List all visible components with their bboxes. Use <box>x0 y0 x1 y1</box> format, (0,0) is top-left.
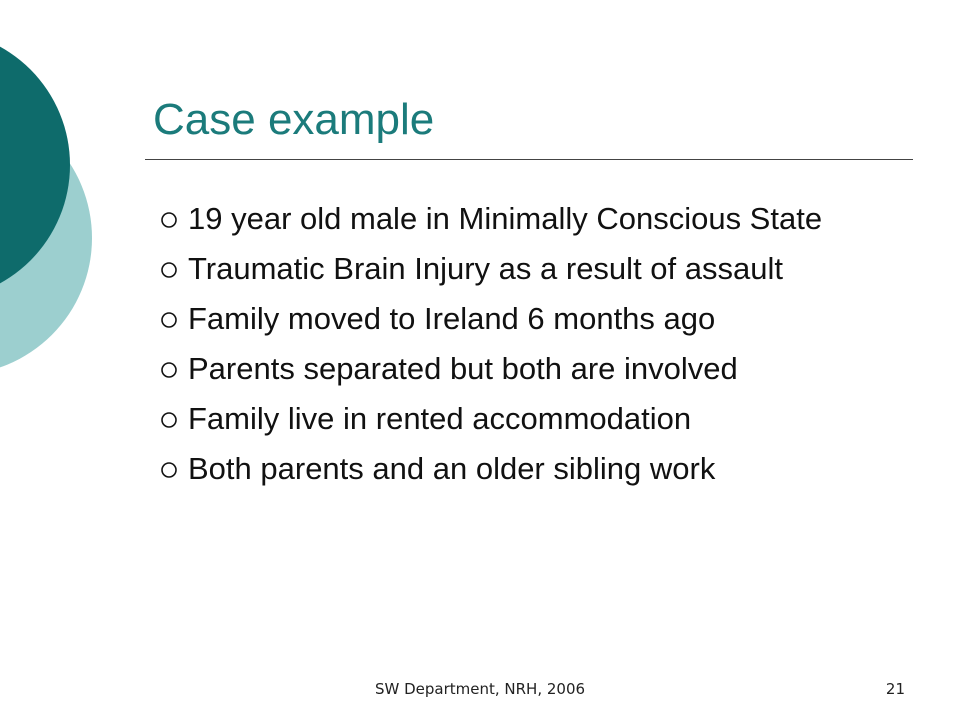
slide-number: 21 <box>885 680 905 698</box>
title-divider <box>145 159 913 160</box>
bullet-item <box>160 398 890 440</box>
bullet-item <box>160 348 890 390</box>
hollow-circle-bullet-icon <box>160 261 178 279</box>
bullet-item <box>160 448 890 490</box>
slide-title: Case example <box>153 95 435 144</box>
bullet-text: Traumatic Brain Injury as a result of assault <box>188 251 783 286</box>
hollow-circle-bullet-icon <box>160 211 178 229</box>
bullet-text: Parents separated but both are involved <box>188 351 738 386</box>
bullet-text: Both parents and an older sibling work <box>188 451 716 486</box>
hollow-circle-bullet-icon <box>160 411 178 429</box>
hollow-circle-bullet-icon <box>160 311 178 329</box>
bullet-text: Family moved to Ireland 6 months ago <box>188 301 716 336</box>
bullet-item <box>160 298 890 340</box>
slide-footer: SW Department, NRH, 2006 <box>374 680 586 698</box>
bullet-item <box>160 198 890 240</box>
hollow-circle-bullet-icon <box>160 361 178 379</box>
bullet-list <box>160 198 890 498</box>
bullet-item <box>160 248 890 290</box>
bullet-text: 19 year old male in Minimally Conscious State <box>188 201 823 236</box>
hollow-circle-bullet-icon <box>160 461 178 479</box>
bullet-text: Family live in rented accommodation <box>188 401 692 436</box>
decorative-circles <box>0 0 140 400</box>
